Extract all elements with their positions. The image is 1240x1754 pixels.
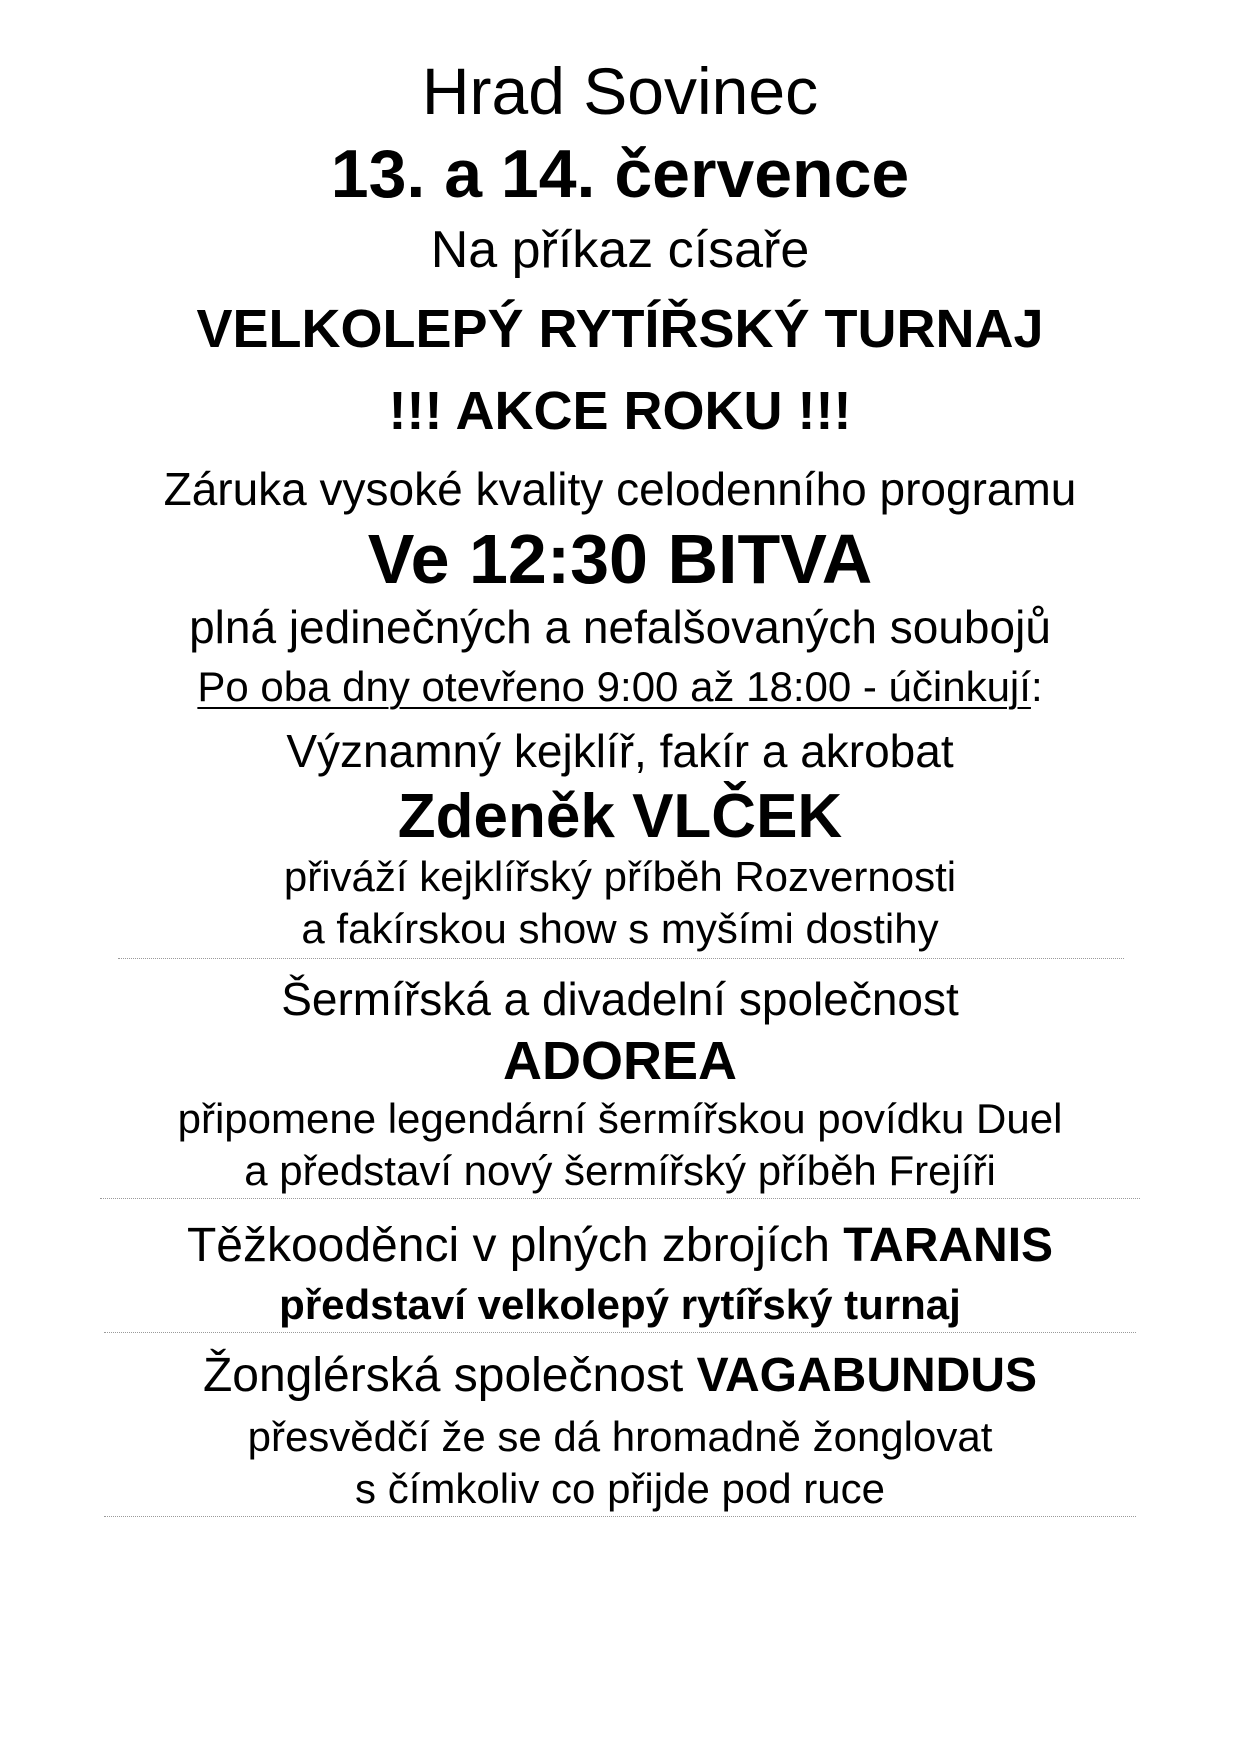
performer-2-name: ADOREA <box>502 1031 737 1091</box>
performer-3-intro-text: Těžkooděnci v plných zbrojích <box>186 1219 844 1272</box>
performer-1-intro: Významný kejklíř, fakír a akrobat <box>286 725 954 777</box>
performer-4-desc-2: s čímkoliv co přijde pod ruce <box>355 1465 885 1512</box>
performer-4-intro-text: Žonglérská společnost <box>202 1349 697 1402</box>
opening-hours-colon: : <box>1030 663 1043 710</box>
performer-4-desc-1: přesvědčí že se dá hromadně žonglovat <box>247 1413 993 1460</box>
performer-1-desc-2: a fakírskou show s myšími dostihy <box>301 905 939 952</box>
performer-1-name: Zdeněk VLČEK <box>397 782 843 851</box>
program-guarantee: Záruka vysoké kvality celodenního programu <box>163 463 1077 515</box>
performer-2-desc-2: a představí nový šermířský příběh Frejíři <box>244 1147 996 1194</box>
separator-1 <box>118 958 1124 959</box>
performer-3-intro <box>0 1219 1240 1272</box>
battle-description: plná jedinečných a nefalšovaných soubojů <box>189 601 1051 653</box>
performer-1-desc-1: přiváží kejklířský příběh Rozvernosti <box>283 853 957 900</box>
event-dates: 13. a 14. července <box>330 136 910 212</box>
separator-4 <box>104 1516 1136 1517</box>
performer-3-name: TARANIS <box>843 1219 1054 1272</box>
separator-3 <box>104 1332 1136 1333</box>
opening-hours <box>0 663 1240 710</box>
performer-3-desc-1: představí velkolepý rytířský turnaj <box>279 1281 961 1328</box>
event-title: VELKOLEPÝ RYTÍŘSKÝ TURNAJ <box>196 299 1044 359</box>
opening-hours-text: Po oba dny otevřeno 9:00 až 18:00 - účinkují <box>197 663 1031 710</box>
battle-headline: Ve 12:30 BITVA <box>367 520 873 598</box>
event-tagline: !!! AKCE ROKU !!! <box>388 381 852 441</box>
separator-2 <box>100 1198 1140 1199</box>
venue-title: Hrad Sovinec <box>421 54 819 128</box>
performer-2-desc-1: připomene legendární šermířskou povídku Duel <box>177 1095 1063 1142</box>
performer-4-intro <box>0 1349 1240 1402</box>
decree-line: Na příkaz císaře <box>430 221 810 279</box>
performer-4-name: VAGABUNDUS <box>696 1349 1038 1402</box>
performer-2-intro: Šermířská a divadelní společnost <box>281 973 959 1025</box>
